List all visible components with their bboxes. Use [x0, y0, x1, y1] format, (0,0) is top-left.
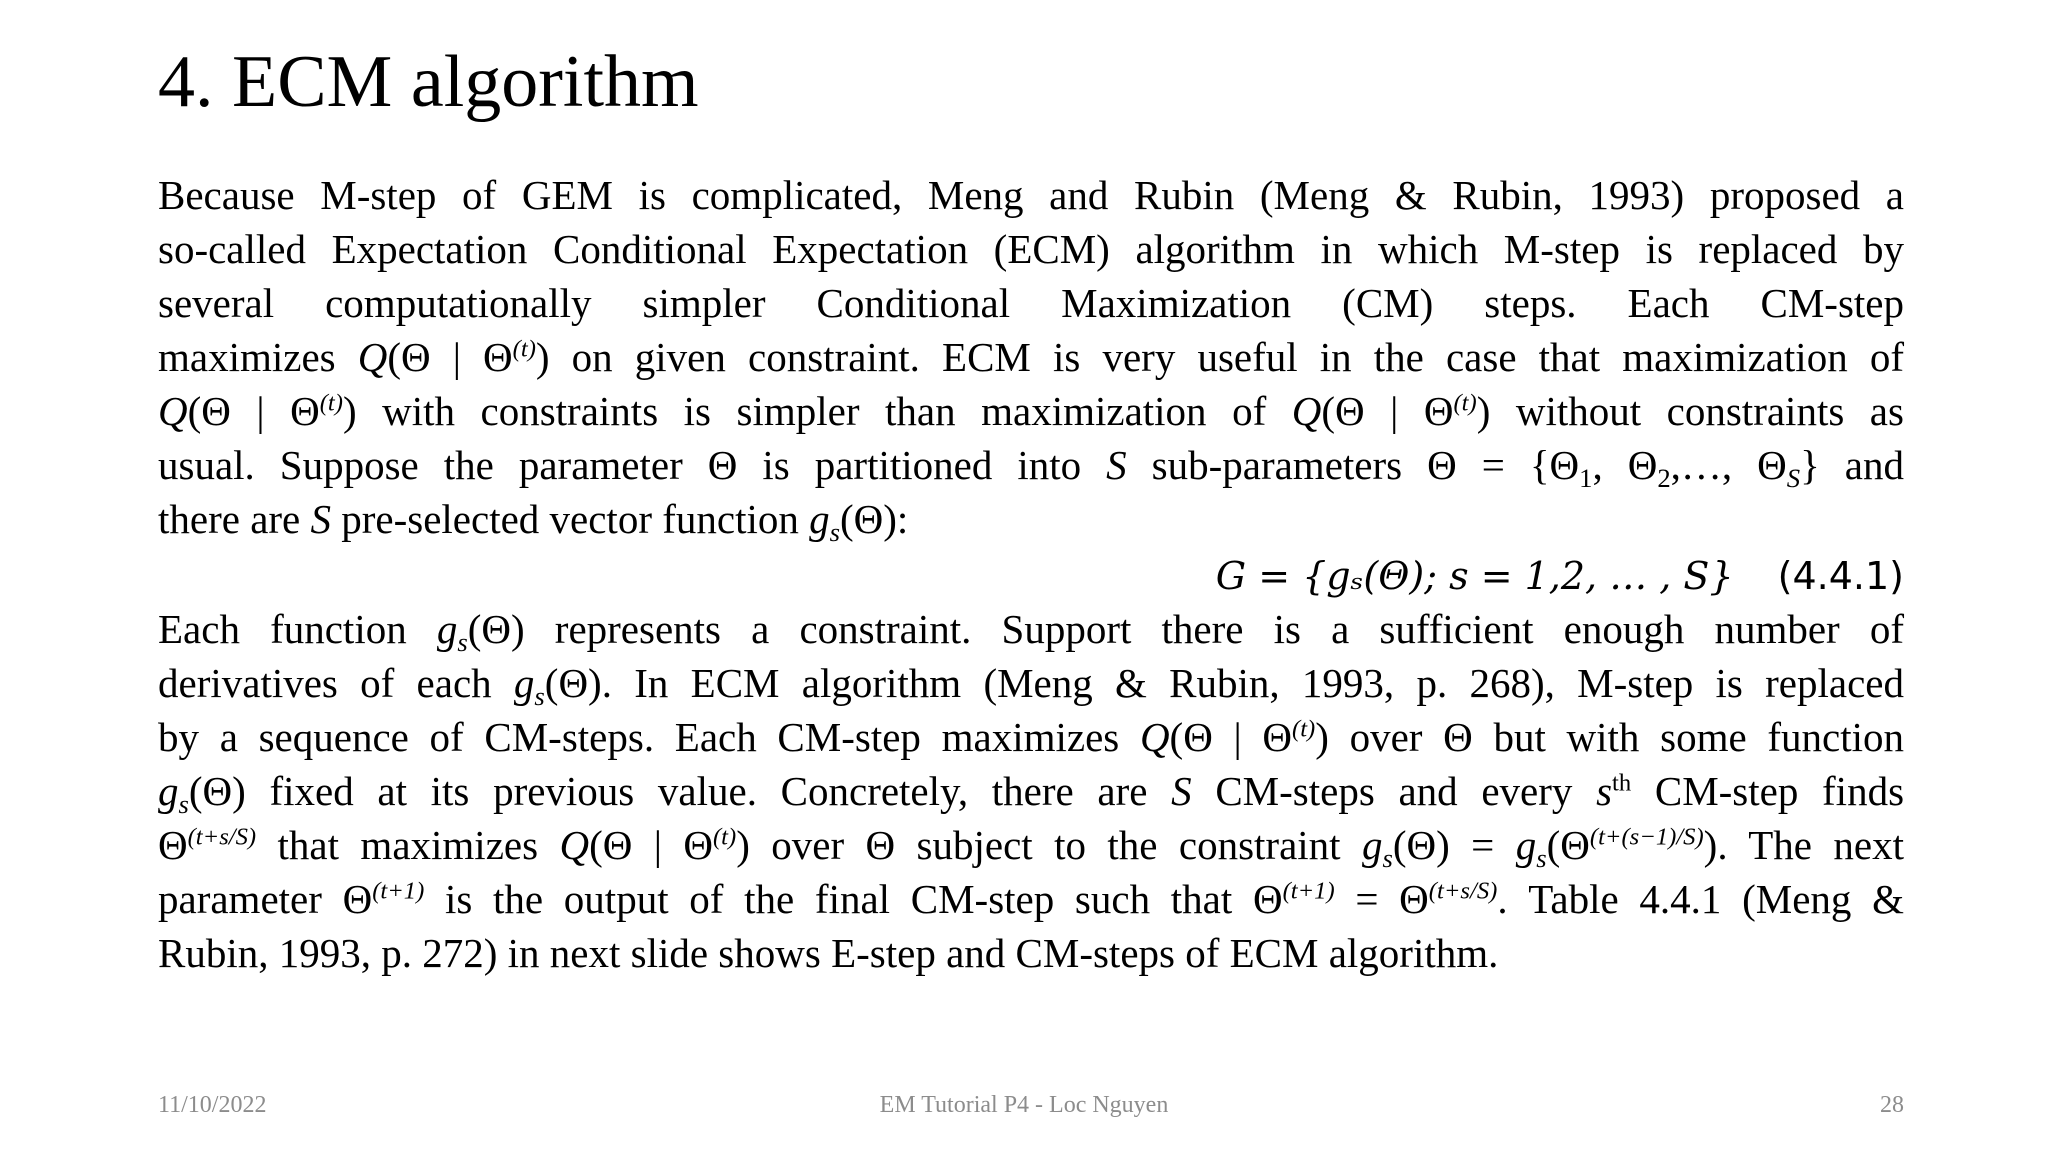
body-line-3: several computationally simpler Conditional Maximization (CM) steps. Each CM-step [158, 280, 1904, 326]
body-line-11: $g_s(\Theta)$ fixed at its previous value. Concretely, there are S CM-steps and every $s^{th}$ CM-step finds [158, 768, 1905, 819]
body-line-10: by a sequence of CM-steps. Each CM-step maximizes Q(Θ | $\Theta^{(t)}$) over Θ but with some function [158, 714, 1905, 760]
body-line-12: $\Theta^{(t+s/S)}$ that maximizes Q(Θ | $\Theta^{(t)}$) over Θ subject to the constraint $g_s(\Theta) = g_s(\Theta^{(t+(s-1)/S)})$. The next [158, 822, 1904, 873]
equation-expression: G = {gₛ(Θ); s = 1,2, … , S} [1215, 554, 1734, 598]
body-line-8: Each function $g_s(\Theta)$ represents a constraint. Support there is a sufficient enough number of [158, 606, 1904, 657]
body-line-6: usual. Suppose the parameter Θ is partitioned into S sub-parameters $\Theta = \{\Theta_1$, $\Theta_2,\dots$, $\Theta_S$} and [158, 442, 1905, 493]
body-line-1: Because M-step of GEM is complicated, Meng and Rubin (Meng & Rubin, 1993) proposed a [158, 172, 1904, 218]
body-line-14: Rubin, 1993, p. 272) in next slide shows E-step and CM-steps of ECM algorithm. [158, 930, 1499, 976]
footer-title: EM Tutorial P4 - Loc Nguyen [879, 1092, 1169, 1118]
body-line-7: there are S pre-selected vector function $g_s(\Theta)$: [158, 496, 909, 547]
body-line-5: Q(Θ | $\Theta^{(t)}$) with constraints is simpler than maximization of Q(Θ | $\Theta^{(t)}$) without constraints as [158, 388, 1904, 434]
equation-4-4-1 [158, 546, 1904, 602]
slide-title: 4. ECM algorithm [158, 41, 699, 123]
equation-number: (4.4.1) [1777, 554, 1904, 598]
body-line-9: derivatives of each $g_s(\Theta)$. In ECM algorithm (Meng & Rubin, 1993, p. 268), M-step is replaced [158, 660, 1904, 711]
body-line-13: parameter $\Theta^{(t+1)}$ is the output of the final CM-step such that $\Theta^{(t+1)} = \Theta^{(t+s/S)}$. Table 4.4.1 (Meng & [158, 876, 1904, 922]
slide-number: 28 [1880, 1092, 1904, 1118]
body-line-2: so-called Expectation Conditional Expectation (ECM) algorithm in which M-step is replaced by [158, 226, 1904, 272]
footer-date: 11/10/2022 [158, 1092, 267, 1118]
body-line-4: maximizes Q(Θ | $\Theta^{(t)}$) on given constraint. ECM is very useful in the case that maximization of [158, 334, 1904, 380]
slide-body [158, 168, 1904, 980]
